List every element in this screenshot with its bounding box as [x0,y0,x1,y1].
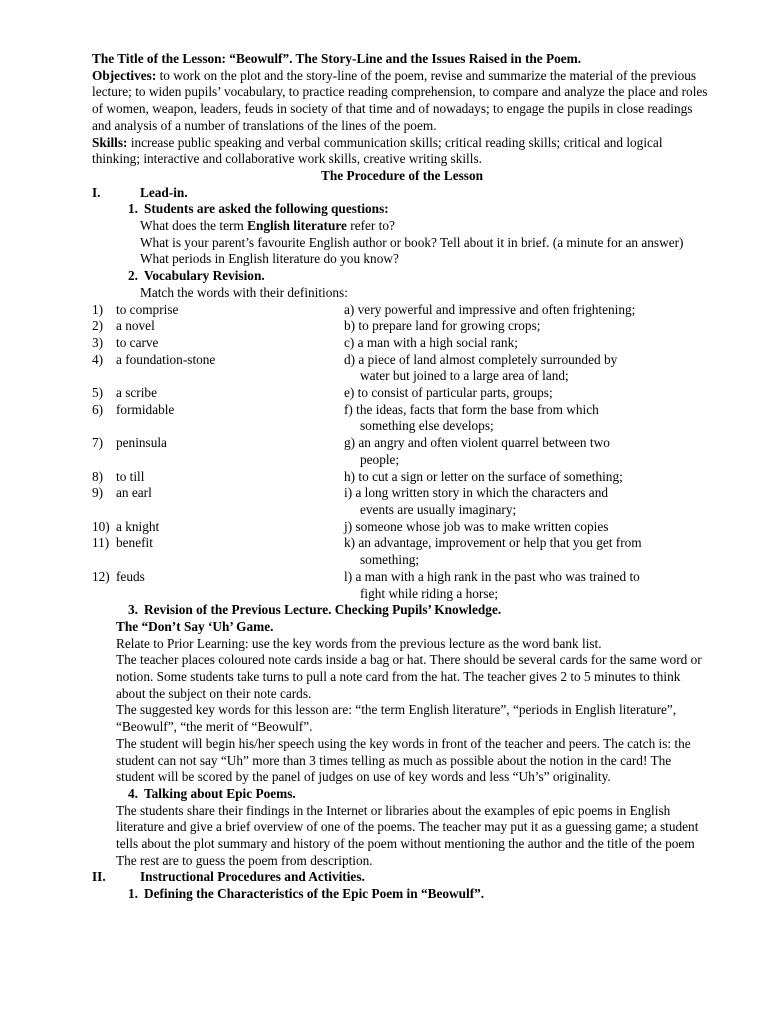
match-row [92,385,712,402]
match-number: 12) [92,568,110,584]
section-1-number: I. [92,184,101,200]
match-number: 4) [92,351,104,367]
match-row [92,485,712,518]
item-1-4-heading [92,786,712,803]
match-row [92,535,712,568]
lesson-title-label: The Title of the Lesson: [92,51,226,66]
match-number: 1) [92,301,104,317]
match-definition-text: a) very powerful and impressive and often frightening; [344,301,636,317]
game-paragraph-4: The student will begin his/her speech using the key words in front of the teacher and peers. The catch is: the student can not say “Uh” more than 3 times telling as much as possible about the notion in the card! The student will be scored by the panel of judges on use of key words and less “Uh’s” originality. [116,735,691,785]
question-1-post: refer to? [346,218,395,234]
match-row [92,569,712,602]
match-word: to till [116,468,145,484]
match-definition [344,385,712,402]
match-definition-text: i) a long written story in which the characters and [344,485,609,501]
item-1-2-heading [92,268,712,285]
match-row [92,352,712,385]
match-definition-text: c) a man with a high social rank; [344,334,518,350]
question-1-bold: English literature [247,218,347,234]
match-word: peninsula [116,435,167,451]
vocabulary-instruction: Match the words with their definitions: [140,284,348,300]
item-1-2-number: 2. [128,268,138,284]
match-definition-continuation: something; [360,552,420,568]
objectives [92,68,712,135]
skills-text: increase public speaking and verbal communication skills; critical reading skills; critical and logical thinking; interactive and collaborative work skills, creative writing skills. [92,134,663,167]
match-number: 7) [92,435,104,451]
game-title: The “Don’t Say ‘Uh’ Game. [116,618,274,634]
match-row [92,318,712,335]
match-row [92,469,712,486]
question-2: What is your parent’s favourite English author or book? Tell about it in brief. (a minute for an answer) [140,234,684,250]
match-definition-continuation: fight while riding a horse; [360,585,499,601]
vocabulary-match-list [92,302,712,603]
item-1-4-number: 4. [128,785,138,801]
item-1-3-heading [92,602,712,619]
game-paragraph-2: The teacher places coloured note cards inside a bag or hat. There should be several cards for the same word or notion. Some students take turns to pull a note card from the hat. The teacher gives 2 to 5 minutes to think about the subject on their note cards. [116,652,702,701]
item-1-4-title: Talking about Epic Poems. [144,785,296,801]
match-number: 3) [92,334,104,350]
match-definition-text: d) a piece of land almost completely surrounded by [344,351,618,367]
item-1-1-number: 1. [128,201,138,217]
match-definition-text: l) a man with a high rank in the past who was trained to [344,568,640,584]
match-word: an earl [116,485,152,501]
match-definition [344,335,712,352]
question-1-pre: What does the term [140,218,248,234]
game-paragraph-1: Relate to Prior Learning: use the key words from the previous lecture as the word bank list. [116,635,602,651]
item-1-3-number: 3. [128,602,138,618]
section-2-heading [92,869,712,886]
match-word: a foundation-stone [116,351,216,367]
match-word: to carve [116,334,159,350]
match-word: benefit [116,535,153,551]
item-1-1-title: Students are asked the following questions: [144,201,389,217]
epic-poems-paragraph: The students share their findings in the Internet or libraries about the examples of epic poems in English literature and give a brief overview of one of the poems. The teacher may put it as a guessing game; a student tells about the plot summary and history of the poem without mentioning the author and the title of the poem The rest are to guess the poem from description. [116,802,699,868]
match-definition-text: h) to cut a sign or letter on the surface of something; [344,468,623,484]
match-word: formidable [116,401,175,417]
match-definition [344,402,712,435]
procedure-title: The Procedure of the Lesson [320,167,484,183]
match-definition [344,535,712,568]
objectives-text: to work on the plot and the story-line of the poem, revise and summarize the material of the previous lecture; to widen pupils’ vocabulary, to practice reading comprehension, to compare and analyze the place and roles of women, weapon, leaders, feuds in society of that time and of nowadays; to engage the pupils in close readings and analysis of a number of translations of the lines of the poem. [92,67,708,133]
match-word: feuds [116,568,145,584]
match-definition-text: g) an angry and often violent quarrel between two [344,435,610,451]
match-number: 10) [92,518,110,534]
match-definition [344,302,712,319]
lesson-title-text: “Beowulf”. The Story-Line and the Issues Raised in the Poem. [229,51,582,66]
match-definition-text: b) to prepare land for growing crops; [344,318,541,334]
match-row [92,435,712,468]
section-1-heading [92,185,712,202]
item-2-1-heading [92,886,712,903]
section-2-number: II. [92,869,106,885]
match-word: to comprise [116,301,179,317]
match-definition [344,519,712,536]
match-row [92,402,712,435]
document-page [92,51,712,903]
match-word: a knight [116,518,160,534]
question-1 [92,218,712,235]
match-row [92,302,712,319]
item-1-2-title: Vocabulary Revision. [144,268,265,284]
game-paragraph-3: The suggested key words for this lesson are: “the term English literature”, “periods in English literature”, “Beowulf”, “the merit of “Beowulf”. [116,702,677,735]
match-number: 9) [92,485,104,501]
match-definition [344,469,712,486]
match-word: a scribe [116,385,157,401]
match-definition-text: j) someone whose job was to make written copies [344,518,609,534]
objectives-label: Objectives: [92,67,157,83]
skills-label: Skills: [92,134,128,150]
section-1-title: Lead-in. [140,184,188,200]
match-number: 8) [92,468,104,484]
question-3: What periods in English literature do you know? [140,251,399,267]
item-2-1-title: Defining the Characteristics of the Epic Poem in “Beowulf”. [144,886,485,902]
match-number: 6) [92,401,104,417]
match-definition-continuation: events are usually imaginary; [360,501,517,517]
lesson-title [92,51,712,68]
item-1-1-heading [92,201,712,218]
match-row [92,335,712,352]
match-number: 2) [92,318,104,334]
match-number: 5) [92,385,104,401]
section-2-title: Instructional Procedures and Activities. [140,869,365,885]
match-definition-continuation: something else develops; [360,418,494,434]
match-definition-text: k) an advantage, improvement or help that you get from [344,535,642,551]
match-definition [344,318,712,335]
item-2-1-number: 1. [128,886,138,902]
match-definition [344,569,712,602]
match-definition-continuation: people; [360,451,400,467]
match-definition-text: f) the ideas, facts that form the base from which [344,401,599,417]
item-1-3-title: Revision of the Previous Lecture. Checking Pupils’ Knowledge. [144,602,502,618]
match-definition-continuation: water but joined to a large area of land; [360,368,569,384]
skills [92,135,712,168]
match-definition [344,485,712,518]
match-number: 11) [92,535,110,551]
match-definition-text: e) to consist of particular parts, groups; [344,385,553,401]
match-row [92,519,712,536]
match-word: a novel [116,318,155,334]
match-definition [344,352,712,385]
match-definition [344,435,712,468]
